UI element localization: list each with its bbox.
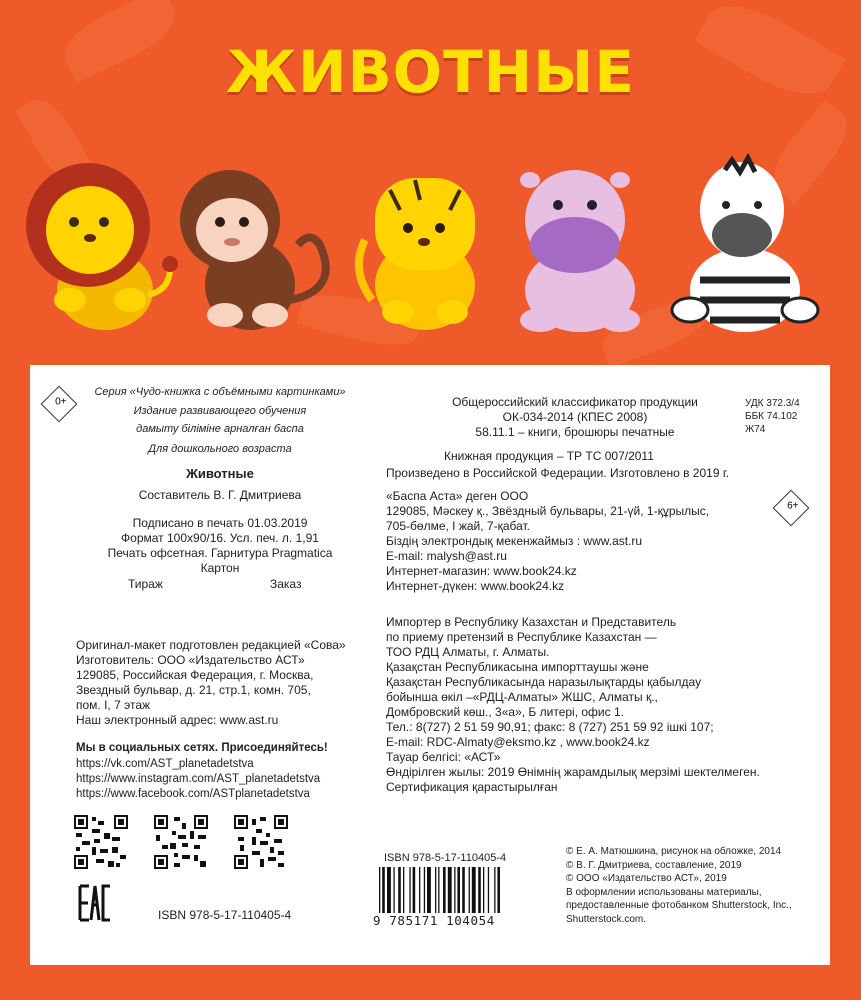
tr-text: Книжная продукция – ТР ТС 007/2011 bbox=[444, 449, 654, 463]
kz-line: E-mail: malysh@ast.ru bbox=[386, 549, 507, 563]
importer-line: Импортер в Республику Казахстан и Представитель bbox=[386, 615, 677, 629]
importer-line: ТОО РДЦ Алматы, г. Алматы. bbox=[386, 645, 550, 659]
age-group-text: Для дошкольного возраста bbox=[148, 443, 292, 455]
udk-line: ББК 74.102 bbox=[745, 411, 798, 422]
barcode-bar bbox=[494, 867, 495, 913]
barcode-bar bbox=[462, 867, 465, 913]
publisher-line: 129085, Российская Федерация, г. Москва, bbox=[76, 668, 314, 682]
lion-illustration bbox=[26, 163, 178, 330]
kz-line: «Баспа Аста» деген ООО bbox=[386, 489, 529, 503]
barcode-bar bbox=[438, 867, 439, 913]
barcode-bar bbox=[448, 867, 452, 913]
print-line: Печать офсетная. Гарнитура Pragmatica bbox=[107, 546, 333, 560]
barcode-isbn-text: ISBN 978-5-17-110405-4 bbox=[384, 852, 507, 864]
barcode-bar bbox=[427, 867, 431, 913]
animals-illustration bbox=[20, 150, 840, 340]
barcode-bar bbox=[409, 867, 410, 913]
barcode-bar bbox=[478, 867, 481, 913]
classifier-line: Общероссийский классификатор продукции bbox=[452, 395, 698, 409]
barcode-bar bbox=[379, 867, 380, 913]
qr-code-vk bbox=[72, 813, 130, 871]
barcode-bar bbox=[435, 867, 436, 913]
publisher-line: Наш электронный адрес: www.ast.ru bbox=[76, 713, 279, 727]
cover-title: ЖИВОТНЫЕ bbox=[226, 38, 635, 106]
barcode-bar bbox=[497, 867, 500, 913]
importer-line: Тауар белгісі: «АСТ» bbox=[386, 750, 501, 764]
barcode-bar bbox=[483, 867, 484, 913]
importer-line: Домбровский көш., 3«а», Б литері, офис 1. bbox=[386, 705, 624, 719]
barcode-number: 9 785171 104054 bbox=[373, 913, 495, 928]
print-line: Картон bbox=[200, 561, 240, 575]
monkey-illustration bbox=[180, 170, 326, 330]
udk-line: УДК 372.3/4 bbox=[745, 398, 800, 409]
importer-line: Қазақстан Республикасына импорттаушы және bbox=[386, 660, 649, 674]
barcode-bar bbox=[443, 867, 446, 913]
tiger-illustration bbox=[359, 178, 475, 330]
copyright-line: Shutterstock.com. bbox=[566, 913, 647, 925]
importer-line: Қазақстан Республикасында наразылықтарды қабылдау bbox=[386, 675, 702, 689]
copyright-line: © В. Г. Дмитриева, составление, 2019 bbox=[566, 859, 742, 871]
importer-info bbox=[386, 615, 760, 795]
copyright-line: В оформлении использованы материалы, bbox=[566, 886, 762, 898]
imprint-panel bbox=[30, 365, 830, 965]
book-title: Животные bbox=[186, 466, 254, 481]
publisher-line: Оригинал-макет подготовлен редакцией «Сова» bbox=[76, 638, 346, 652]
publisher-info bbox=[76, 638, 346, 728]
barcode-bar bbox=[403, 867, 404, 913]
udk-line: Ж74 bbox=[745, 424, 766, 435]
barcode-bar bbox=[398, 867, 401, 913]
eac-mark-icon bbox=[78, 883, 112, 923]
publisher-line: Изготовитель: ООО «Издательство АСТ» bbox=[76, 653, 305, 667]
importer-line: E-mail: RDC-Almaty@eksmo.kz , www.book24.kz bbox=[386, 735, 650, 749]
print-line: Подписано в печать 01.03.2019 bbox=[132, 516, 308, 530]
publisher-line: пом. I, 7 этаж bbox=[76, 698, 151, 712]
social-link-vk[interactable]: https://vk.com/AST_planetadetstva bbox=[76, 758, 254, 770]
barcode-bar bbox=[382, 867, 385, 913]
barcode-bar bbox=[424, 867, 425, 913]
barcode-bar bbox=[387, 867, 391, 913]
zebra-illustration bbox=[672, 158, 818, 332]
importer-line: Өндірілген жылы: 2019 Өнімнің жарамдылық мерзімі шектелмеген. bbox=[386, 765, 760, 779]
hippo-illustration bbox=[520, 170, 640, 332]
udk-info bbox=[745, 397, 800, 436]
kz-line: Біздің электрондық мекенжаймыз : www.ast.ru bbox=[386, 534, 643, 548]
produced-text: Произведено в Российской Федерации. Изготовлено в 2019 г. bbox=[386, 466, 730, 480]
age-rating-badge-6: 6+ bbox=[773, 490, 810, 527]
barcode-bar bbox=[454, 867, 455, 913]
social-link-instagram[interactable]: https://www.instagram.com/AST_planetadetstva bbox=[76, 773, 321, 785]
classifier-info bbox=[410, 395, 740, 440]
copyright-line: © Е. А. Матюшкина, рисунок на обложке, 2014 bbox=[566, 846, 782, 857]
barcode-bar bbox=[413, 867, 416, 913]
kz-publisher-info bbox=[386, 489, 709, 594]
publisher-line: Звездный бульвар, д. 21, стр.1, комн. 705, bbox=[76, 683, 311, 697]
print-info bbox=[80, 516, 360, 576]
barcode-bar bbox=[457, 867, 460, 913]
copyright-info bbox=[566, 845, 792, 926]
isbn-text: ISBN 978-5-17-110405-4 bbox=[158, 908, 292, 922]
tirazh-label: Тираж bbox=[128, 577, 163, 591]
kz-line: 705-бөлме, I жай, 7-қабат. bbox=[386, 519, 530, 533]
importer-line: по приему претензий в Республике Казахстан — bbox=[386, 630, 657, 644]
barcode-bar bbox=[419, 867, 420, 913]
social-link-facebook[interactable]: https://www.facebook.com/ASTplanetadetstva bbox=[76, 788, 310, 800]
compiler-text: Составитель В. Г. Дмитриева bbox=[138, 488, 302, 502]
social-links bbox=[76, 757, 320, 802]
age-rating-badge-0: 0+ bbox=[41, 386, 78, 423]
barcode-bar bbox=[472, 867, 476, 913]
copyright-line: © ООО «Издательство АСТ», 2019 bbox=[566, 873, 727, 884]
barcode-bar bbox=[393, 867, 394, 913]
edition-ru-text: Издание развивающего обучения bbox=[133, 405, 307, 417]
copyright-line: предоставленные фотобанком Shutterstock, Inc., bbox=[566, 900, 792, 911]
social-heading: Мы в социальных сетях. Присоединяйтесь! bbox=[76, 742, 328, 754]
classifier-line: ОК-034-2014 (КПЕС 2008) bbox=[502, 410, 648, 424]
classifier-line: 58.11.1 – книги, брошюры печатные bbox=[475, 425, 675, 439]
print-line: Формат 100х90/16. Усл. печ. л. 1,91 bbox=[121, 531, 319, 545]
kz-line: 129085, Мәскеу қ., Звёздный бульвары, 21-үй, 1-құрылыс, bbox=[386, 504, 710, 518]
barcode-bar bbox=[469, 867, 470, 913]
importer-line: Тел.: 8(727) 2 51 59 90,91; факс: 8 (727) 251 59 92 ішкі 107; bbox=[386, 720, 714, 734]
kz-line: Интернет-дүкен: www.book24.kz bbox=[386, 579, 565, 593]
qr-code-facebook bbox=[232, 813, 290, 871]
zakaz-label: Заказ bbox=[270, 577, 302, 591]
importer-line: бойынша өкіл –«РДЦ-Алматы» ЖШС, Алматы қ., bbox=[386, 690, 658, 704]
barcode-bar bbox=[488, 867, 489, 913]
importer-line: Сертификация қарастырылған bbox=[386, 780, 558, 794]
kz-line: Интернет-магазин: www.book24.kz bbox=[386, 564, 577, 578]
barcode bbox=[375, 867, 545, 915]
edition-kz-text: дамыту біліміне арналған баспа bbox=[136, 423, 304, 435]
series-text: Серия «Чудо-книжка с объёмными картинками» bbox=[94, 386, 346, 398]
qr-code-instagram bbox=[152, 813, 210, 871]
